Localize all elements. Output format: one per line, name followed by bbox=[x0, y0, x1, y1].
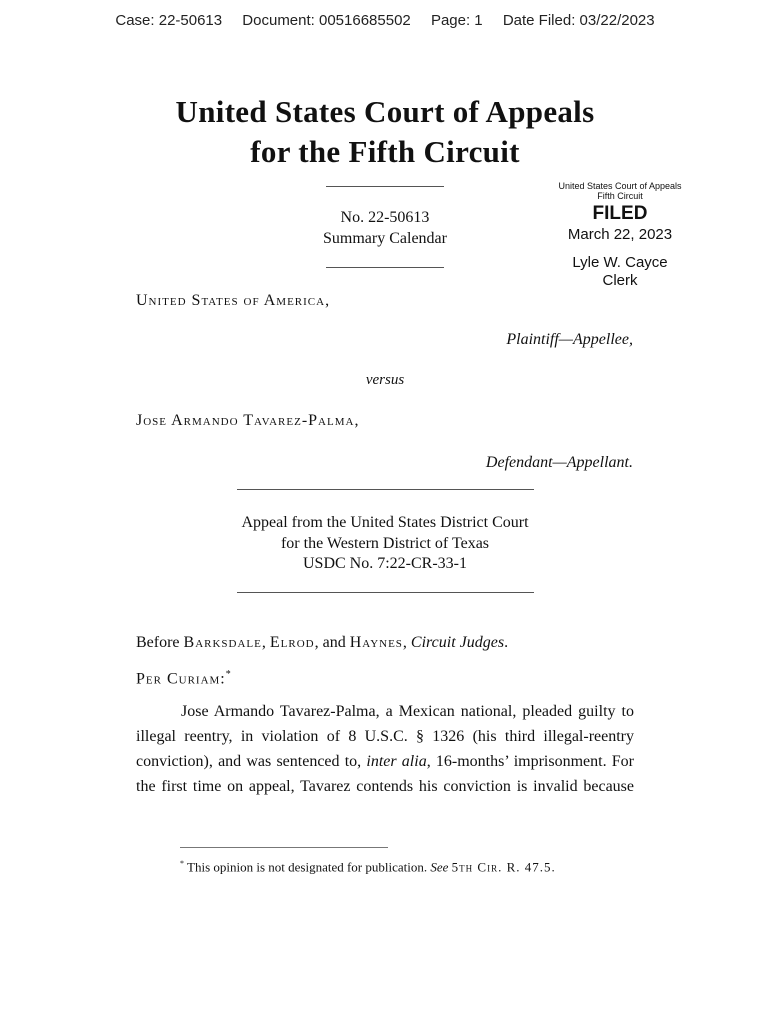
docket-number: No. 22-50613 bbox=[340, 209, 430, 226]
plaintiff-role: Plaintiff—Appellee, bbox=[506, 331, 633, 348]
versus-label: versus bbox=[365, 372, 405, 388]
body-line-3-part-1: conviction), and was sentenced to, bbox=[136, 753, 367, 770]
body-line-2: illegal reentry, in violation of 8 U.S.C. § 1326 (his third illegal-reentry bbox=[136, 728, 634, 745]
case-header-stamp bbox=[0, 12, 770, 29]
docket-rule-top bbox=[326, 186, 444, 187]
footnote-rule bbox=[180, 847, 388, 848]
usdc-number: USDC No. 7:22-CR-33-1 bbox=[302, 555, 467, 572]
per-curiam-heading bbox=[136, 669, 231, 688]
filed-stamp-date: March 22, 2023 bbox=[567, 226, 673, 243]
case-number: Case: 22-50613 bbox=[115, 12, 223, 29]
before-label: Before bbox=[136, 634, 180, 651]
clerk-title: Clerk bbox=[602, 272, 638, 289]
calendar-type: Summary Calendar bbox=[323, 230, 447, 247]
body-line-3-part-2: , 16-months’ imprisonment. For bbox=[426, 753, 635, 770]
panel-line: Before Barksdale, Elrod, and Haynes, Circuit Judges. bbox=[136, 634, 509, 651]
per-curiam-label: Per Curiam: bbox=[136, 670, 226, 688]
and-label: and bbox=[322, 634, 346, 651]
appeal-source-line-2: for the Western District of Texas bbox=[280, 535, 490, 552]
circuit-judges-label: Circuit Judges bbox=[410, 634, 505, 651]
court-title-line-1: United States Court of Appeals bbox=[175, 94, 595, 129]
footnote-see: See bbox=[430, 859, 449, 875]
docket-rule-bottom bbox=[326, 267, 444, 268]
defendant-name: Jose Armando Tavarez-Palma, bbox=[136, 412, 360, 429]
clerk-name: Lyle W. Cayce bbox=[572, 254, 668, 271]
judge-barksdale: Barksdale bbox=[183, 634, 262, 651]
appeal-rule-bottom bbox=[237, 592, 534, 593]
body-line-3 bbox=[136, 753, 634, 771]
footnote-marker: * bbox=[180, 859, 184, 868]
filed-stamp-label: FILED bbox=[592, 203, 648, 224]
appeal-rule-top bbox=[237, 489, 534, 490]
court-title-line-2: for the Fifth Circuit bbox=[250, 134, 520, 169]
footnote bbox=[180, 859, 556, 875]
per-curiam-footnote-marker: * bbox=[225, 669, 231, 680]
judge-haynes: Haynes bbox=[349, 634, 403, 651]
appeal-source-line-1: Appeal from the United States District Court bbox=[241, 514, 529, 531]
body-line-4: the first time on appeal, Tavarez contends his conviction is invalid because bbox=[136, 778, 634, 795]
page-number: Page: 1 bbox=[430, 12, 483, 29]
body-line-3-italic: inter alia bbox=[366, 753, 427, 770]
date-filed: Date Filed: 03/22/2023 bbox=[502, 12, 655, 29]
document-number: Document: 00516685502 bbox=[242, 12, 411, 29]
footnote-citation: 5th Cir. R. 47.5. bbox=[451, 859, 556, 875]
filed-stamp-court bbox=[540, 181, 700, 201]
defendant-role: Defendant—Appellant. bbox=[485, 454, 633, 471]
filed-stamp-court-line-2: Fifth Circuit bbox=[597, 191, 643, 201]
plaintiff-name: United States of America, bbox=[136, 292, 331, 309]
footnote-text: This opinion is not designated for publication. bbox=[187, 859, 428, 875]
filed-stamp-court-line-1: United States Court of Appeals bbox=[558, 181, 682, 191]
judge-elrod: Elrod bbox=[269, 634, 315, 651]
body-line-1: Jose Armando Tavarez-Palma, a Mexican national, pleaded guilty to bbox=[181, 703, 634, 720]
